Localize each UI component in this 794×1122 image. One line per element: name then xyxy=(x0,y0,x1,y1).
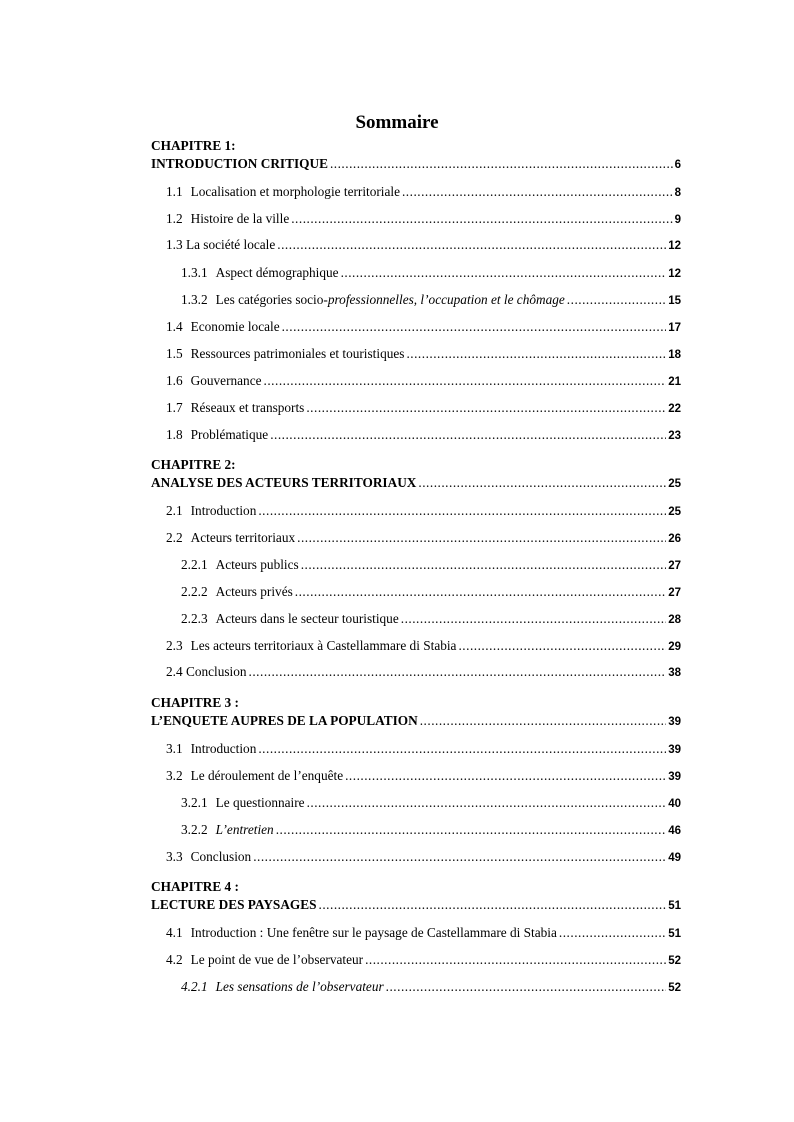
page-number: 39 xyxy=(668,744,681,756)
entry-label: Acteurs publics xyxy=(215,557,299,572)
entry-number: 1.6 xyxy=(166,373,183,388)
entry-label: Introduction xyxy=(190,503,257,518)
dot-leader xyxy=(276,822,667,838)
entry-number: 4.1 xyxy=(166,925,183,940)
page-number: 12 xyxy=(668,240,681,252)
page-number: 51 xyxy=(668,928,681,940)
entry-label: Histoire de la ville xyxy=(190,211,290,226)
toc-entry-1-3-2[interactable] xyxy=(181,291,681,311)
entry-label: Localisation et morphologie territoriale xyxy=(190,184,400,199)
chapter-2-title: ANALYSE DES ACTEURS TERRITORIAUX xyxy=(151,475,417,490)
dot-leader xyxy=(365,952,666,968)
page-number: 51 xyxy=(668,900,681,912)
toc-entry-4-2[interactable] xyxy=(166,951,681,971)
entry-label: Introduction : Une fenêtre sur le paysage de Castellammare di Stabia xyxy=(190,925,557,940)
toc-entry-2-2-1[interactable] xyxy=(181,556,681,576)
chapter-1-title: INTRODUCTION CRITIQUE xyxy=(151,156,328,171)
entry-number: 1.2 xyxy=(166,211,183,226)
toc-entry-1-7[interactable] xyxy=(166,399,681,419)
toc-entry-2-4[interactable] xyxy=(166,664,681,684)
entry-label: Les acteurs territoriaux à Castellammare di Stabia xyxy=(190,638,457,653)
page-number: 17 xyxy=(668,322,681,334)
toc-entry-1-6[interactable] xyxy=(166,372,681,392)
dot-leader xyxy=(277,237,666,253)
dot-leader xyxy=(402,184,673,200)
dot-leader xyxy=(319,897,667,913)
dot-leader xyxy=(341,265,667,281)
entry-number: 2.2.2 xyxy=(181,584,208,599)
toc-entry-1-2[interactable] xyxy=(166,210,681,230)
dot-leader xyxy=(258,741,666,757)
entry-number: 2.2 xyxy=(166,530,183,545)
entry-label: Le questionnaire xyxy=(215,795,305,810)
toc-entry-4-2-1[interactable] xyxy=(181,978,681,998)
entry-label: L’entretien xyxy=(215,822,274,837)
page-number: 38 xyxy=(668,667,681,679)
page-number: 52 xyxy=(668,982,681,994)
entry-number: 3.2 xyxy=(166,768,183,783)
toc-entry-2-2[interactable] xyxy=(166,529,681,549)
entry-label: Les sensations de l’observateur xyxy=(215,979,384,994)
toc-entry-1-3[interactable] xyxy=(166,237,681,257)
page-number: 27 xyxy=(668,560,681,572)
chapter-2-title-entry[interactable] xyxy=(151,475,681,495)
entry-number: 1.7 xyxy=(166,400,183,415)
dot-leader xyxy=(401,611,666,627)
entry-number: 3.2.2 xyxy=(181,822,208,837)
entry-label-start: Les catégories socio- xyxy=(215,292,328,307)
entry-number: 4.2 xyxy=(166,952,183,967)
page-number: 26 xyxy=(668,533,681,545)
entry-label: Acteurs dans le secteur touristique xyxy=(215,611,399,626)
toc-entry-3-3[interactable] xyxy=(166,848,681,868)
page-number: 22 xyxy=(668,403,681,415)
entry-number: 3.1 xyxy=(166,741,183,756)
page-number: 39 xyxy=(668,716,681,728)
entry-number: 2.2.1 xyxy=(181,557,208,572)
dot-leader xyxy=(559,925,666,941)
page-number: 9 xyxy=(674,214,681,226)
page-number: 23 xyxy=(668,430,681,442)
page-number: 49 xyxy=(668,852,681,864)
toc-entry-3-2-2[interactable] xyxy=(181,821,681,841)
chapter-4-title: LECTURE DES PAYSAGES xyxy=(151,897,317,912)
chapter-4-title-entry[interactable] xyxy=(151,897,681,917)
toc-entry-1-8[interactable] xyxy=(166,426,681,446)
dot-leader xyxy=(295,584,666,600)
toc-entry-2-3[interactable] xyxy=(166,637,681,657)
entry-label: Acteurs territoriaux xyxy=(190,530,296,545)
entry-number: 2.3 xyxy=(166,638,183,653)
dot-leader xyxy=(253,849,666,865)
dot-leader xyxy=(330,156,673,172)
chapter-3-heading: CHAPITRE 3 : xyxy=(151,695,239,710)
page-number: 40 xyxy=(668,798,681,810)
entry-number: 3.2.1 xyxy=(181,795,208,810)
chapter-4-heading: CHAPITRE 4 : xyxy=(151,879,239,894)
dot-leader xyxy=(567,292,666,308)
entry-label: Economie locale xyxy=(190,319,280,334)
dot-leader xyxy=(249,664,667,680)
dot-leader xyxy=(291,211,672,227)
page-number: 46 xyxy=(668,825,681,837)
page-title: Sommaire xyxy=(355,112,439,133)
toc-entry-1-5[interactable] xyxy=(166,345,681,365)
chapter-3-title-entry[interactable] xyxy=(151,713,681,733)
page-number: 25 xyxy=(668,478,681,490)
toc-entry-1-4[interactable] xyxy=(166,318,681,338)
toc-entry-3-1[interactable] xyxy=(166,740,681,760)
page-number: 28 xyxy=(668,614,681,626)
chapter-1-heading: CHAPITRE 1: xyxy=(151,138,236,153)
dot-leader xyxy=(270,427,666,443)
entry-label: Problématique xyxy=(190,427,269,442)
entry-number: 1.4 xyxy=(166,319,183,334)
entry-label: Gouvernance xyxy=(190,373,262,388)
page-number: 15 xyxy=(668,295,681,307)
dot-leader xyxy=(386,979,667,995)
dot-leader xyxy=(258,503,666,519)
dot-leader xyxy=(345,768,666,784)
dot-leader xyxy=(297,530,666,546)
entry-label: Le point de vue de l’observateur xyxy=(190,952,364,967)
entry-label: Aspect démographique xyxy=(215,265,339,280)
toc-entry-2-2-2[interactable] xyxy=(181,583,681,603)
entry-number: 1.3.2 xyxy=(181,292,208,307)
entry-label: Acteurs privés xyxy=(215,584,293,599)
toc-entry-3-2-1[interactable] xyxy=(181,794,681,814)
entry-number: 2.1 xyxy=(166,503,183,518)
page-number: 6 xyxy=(674,159,681,171)
toc-entry-1-1[interactable] xyxy=(166,183,681,203)
entry-number: 2.2.3 xyxy=(181,611,208,626)
entry-number: 1.1 xyxy=(166,184,183,199)
toc-entry-4-1[interactable] xyxy=(166,924,681,944)
page-number: 27 xyxy=(668,587,681,599)
toc-entry-1-3-1[interactable] xyxy=(181,264,681,284)
entry-number: 1.8 xyxy=(166,427,183,442)
entry-label: Introduction xyxy=(190,741,257,756)
page-number: 52 xyxy=(668,955,681,967)
toc-entry-2-2-3[interactable] xyxy=(181,610,681,630)
page-number: 39 xyxy=(668,771,681,783)
entry-label: 2.4 Conclusion xyxy=(166,664,247,679)
entry-label: Réseaux et transports xyxy=(190,400,305,415)
dot-leader xyxy=(307,795,667,811)
page-number: 18 xyxy=(668,349,681,361)
dot-leader xyxy=(306,400,666,416)
entry-number: 1.5 xyxy=(166,346,183,361)
toc-entry-2-1[interactable] xyxy=(166,502,681,522)
page-number: 12 xyxy=(668,268,681,280)
entry-label: Conclusion xyxy=(190,849,252,864)
page-number: 29 xyxy=(668,641,681,653)
entry-label xyxy=(216,292,565,308)
dot-leader xyxy=(301,557,667,573)
entry-number: 4.2.1 xyxy=(181,979,208,994)
entry-label: Ressources patrimoniales et touristiques xyxy=(190,346,405,361)
dot-leader xyxy=(264,373,667,389)
entry-label: Le déroulement de l’enquête xyxy=(190,768,344,783)
entry-number: 1.3.1 xyxy=(181,265,208,280)
dot-leader xyxy=(406,346,666,362)
toc-entry-3-2[interactable] xyxy=(166,767,681,787)
page-number: 8 xyxy=(674,187,681,199)
dot-leader xyxy=(418,475,666,491)
entry-label: 1.3 La société locale xyxy=(166,237,276,252)
chapter-2-heading: CHAPITRE 2: xyxy=(151,457,236,472)
dot-leader xyxy=(420,713,666,729)
page-number: 25 xyxy=(668,506,681,518)
entry-label-italic: professionnelles, l’occupation et le chômage xyxy=(327,292,565,307)
chapter-1-title-entry[interactable] xyxy=(151,156,681,176)
dot-leader xyxy=(458,638,666,654)
page-number: 21 xyxy=(668,376,681,388)
chapter-3-title: L’ENQUETE AUPRES DE LA POPULATION xyxy=(151,713,418,728)
dot-leader xyxy=(282,319,667,335)
entry-number: 3.3 xyxy=(166,849,183,864)
